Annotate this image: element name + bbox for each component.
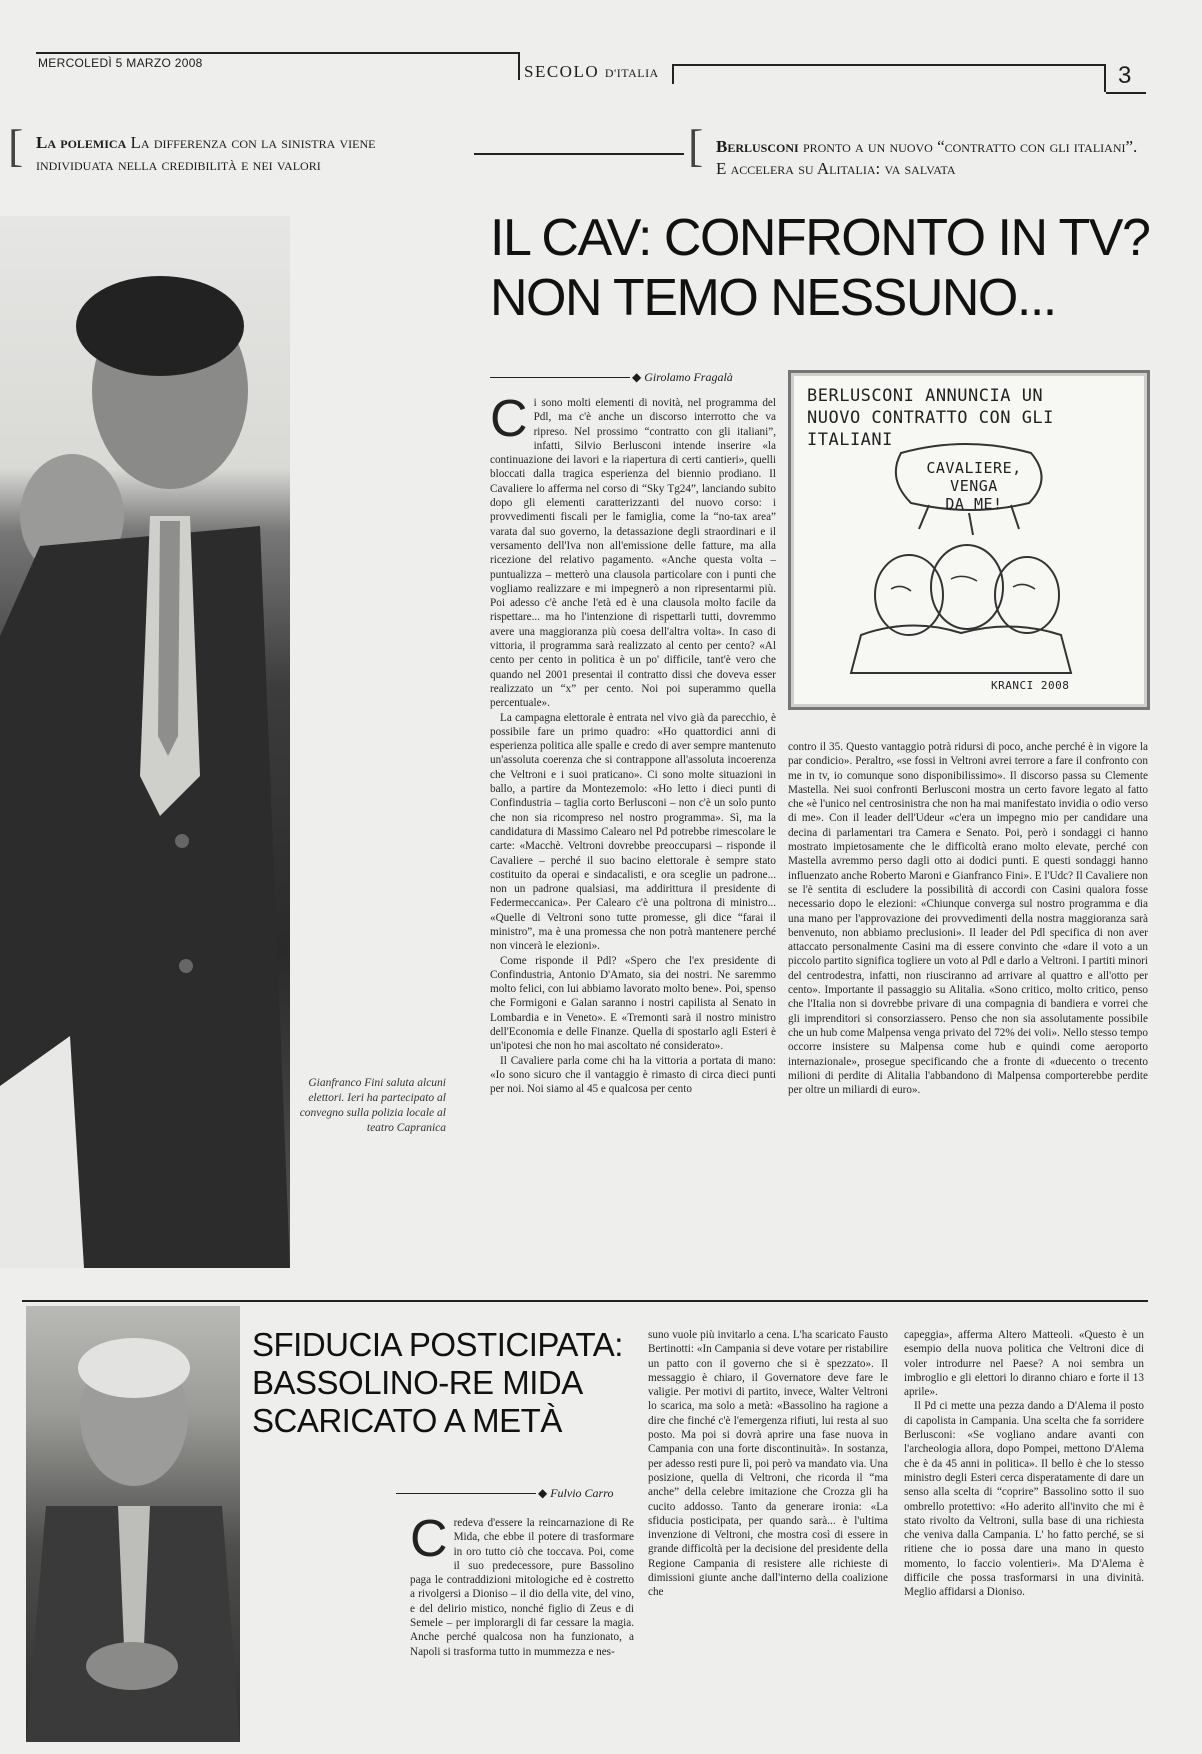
second-dropcap: C (410, 1516, 448, 1568)
kicker-connector-rule (474, 153, 684, 155)
photo-fini-caption: Gianfranco Fini saluta alcuni elettori. Ieri ha partecipato al convegno sulla polizia locale al teatro Capranica (299, 1077, 446, 1134)
issue-date: MERCOLEDÌ 5 MARZO 2008 (38, 56, 203, 70)
photo-fini-figure (0, 216, 290, 1268)
cartoon-drawing (791, 373, 1141, 701)
page-number-underline (1106, 92, 1146, 94)
main-headline: IL CAV: CONFRONTO IN TV? NON TEMO NESSUNO... (490, 209, 1150, 327)
main-byline: ◆ Girolamo Fragalà (632, 370, 733, 384)
header-rule-left (36, 52, 518, 54)
main-article-column-1: C i sono molti elementi di novità, nel programma del Pdl, ma c'è anche un discorso interrotto che va ripreso. Nel prossimo “contratto con gli italiani”, infatti, Silvio Berlusconi intende inserire «la continuazione dei lavori e la riapertura di certi cantieri», quelli bloccati dalla tragica esperienza del biennio prodiano. Il Cavaliere lo afferma nel corso di “Sky Tg24”, lanciando subito dopo gli elementi caratterizzanti del nuovo corso: i provvedimenti fiscali per le famiglia, come la “no-tax area” varata dal suo governo, la detassazione degli straordinari e il versamento dell'Iva non all'emissione delle fatture, ma alla ricezione del relativo pagamento. «Anche questa volta – puntualizza – metterò una clausola particolare con i punti che vogliamo realizzare e mi impegnerò a non ripresentarmi più. Poi adesso c'è anche l'età ed è una clausola molto facile da rispettare... ma ho l'intenzione di rispettarli tutti, dovremmo avere una maggioranza più coesa dell'altra volta». In caso di vittoria, il programma sarà realizzato al cento per cento? «Al cento per cento in politica è un po' difficile, tant'è vero che quando nel 2001 presentai il contratto dissi che doveva esser realizzato un “x” per cento. Noi poi superammo quella percentuale». La campagna elettorale è entrata nel vivo già da parecchio, è possibile fare un primo quadro: «Ho quattordici anni di esperienza politica alle spalle e credo di aver sempre mantenuto un'assoluta coerenza che si contrappone all'assoluta incoerenza che Veltroni e i suoi praticano». Ci sono molte situazioni in ballo, a partire da Montezemolo: «Ho letto i dieci punti di Confindustria – taglia corto Berlusconi – non c'è un solo punto che non sia ricompreso nel nostro programma». Sì, ma la candidatura di Massimo Calearo nel Pd potrebbe rimescolare le carte: «Macchè. Veltroni dovrebbe preoccuparsi – risponde il Cavaliere – perché il suo bacino elettorale è sempre stato costituito da operai e sindacalisti, e ora sceglie un padrone... non un padrone qualsiasi, ma addirittura il presidente di Federmeccanica». Per Calearo c'è una poltrona di ministro... «Quelle di Veltroni sono tutte promesse, gli dice “farai il ministro”, ma è una promessa che non potrà mantenere perché non vincerà le elezioni». Come risponde il Pdl? «Spero che l'ex presidente di Confindustria, Antonio D'Amato, sia dei nostri. Ne saremmo molto felici, con lui abbiamo lavorato molto bene». Poi, spenso che Formigoni e Galan saranno i nostri capilista al Senato in Lombardia e in Veneto». E «Tremonti sarà il nostro ministro dell'Economia e delle Finanze. Quella di spostarlo agli Esteri è un'ipotesi che non ho mai ascoltato né considerato». Il Cavaliere parla come chi ha la vittoria a portata di mano: «Io sono sicuro che il vantaggio è rimasto di circa dieci punti per noi. Noi siamo al 45 e qualcosa per cento (490, 396, 776, 1096)
page-number: 3 (1118, 62, 1132, 89)
header-divider-3 (1104, 64, 1106, 92)
header-rule-right (672, 64, 1104, 66)
second-byline-rule (396, 1493, 536, 1494)
kicker-right: Berlusconi pronto a un nuovo “contratto con gli italiani”. E accelera su Alitalia: va salvata (716, 137, 1138, 178)
photo-bassolino (26, 1306, 240, 1742)
second-article-column-2: suno vuole più invitarlo a cena. L'ha scaricato Fausto Bertinotti: «In Campania si deve votare per ristabilire un patto con il governo che si è spezzato». Il messaggio è chiaro, il Governatore deve fare le valigie. Per motivi di partito, invece, Walter Veltroni lo scarica, ma solo a metà: «Bassolino ha ragione a dire che finché c'è l'emergenza rifiuti, lui resta al suo posto. Ma poi si dovrà aprire una fase nuova in Campania con una forte discontinuità». In sostanza, per adesso resti pure lì, poi però va mandato via. Una posizione, quella di Veltroni, che ricorda il “ma anche” della celebre imitazione che Crozza gli ha cucito addosso. Tanto da generare ironia: «La sfiducia posticipata, per quando sarà... è l'ultima invenzione di Veltroni, che mostra così di essere in grande difficoltà per la decisione del presidente della Regione Campania di resistere alle richieste di dimissioni giunte anche dall'interno della coalizione che (648, 1329, 888, 1599)
photo-bassolino-figure (26, 1306, 240, 1742)
section-divider (22, 1300, 1148, 1302)
byline-rule (490, 377, 630, 378)
publication-name: SECOLO D'ITALIA (524, 62, 659, 81)
kicker-left: La polemica La differenza con la sinistra viene individuata nella credibilità e nei valori (36, 133, 376, 174)
header-divider (518, 52, 520, 80)
cartoon-caption: BERLUSCONI ANNUNCIA UN NUOVO CONTRATTO CON GLI ITALIANI (807, 386, 1054, 450)
kicker-right-bracket: [ (688, 120, 704, 171)
cartoon-box (788, 370, 1150, 710)
cartoon-signature: KRANCI 2008 (991, 679, 1070, 692)
main-article-column-2: contro il 35. Questo vantaggio potrà ridursi di poco, anche perché è in vigore la par condicio». Peraltro, «se fossi in Veltroni avrei terrore a fare il confronto con me in tv, io comunque sono disponibilissimo». Il discorso passa su Clemente Mastella. Nei suoi confronti Berlusconi mostra un certo favore legato al fatto che «è l'unico nel centrosinistra che non ha mai manifestato invidia o odio verso di me». Con il leader dell'Udeur «c'era un impegno mio per candidare una decina di parlamentari tra Camera e Senato. Poi, però i sondaggi ci hanno mostrato impietosamente che le difficoltà erano molto elevate, perché con Mastella avremmo perso dagli otto ai dodici punti. E questi sondaggi hanno influenzato anche Roberto Maroni e Gianfranco Fini». E l'Udc? Il Cavaliere non se l'è sentita di escludere la possibilità di accordi con Casini qualora fosse necessario dopo le elezioni: «Chiunque converga sul nostro programma e dia una mano per l'approvazione dei provvedimenti della nostra maggioranza sarà benvenuto, non abbiamo preclusioni». Il leader del Pdl specifica di non aver attaccato personalmente Casini ma di essere convinto che «dare il voto a un piccolo partito significa togliere un voto al Pdl e darlo a Veltroni. I partiti minori del centrodestra, infatti, non riusciranno ad arrivare al quattro e all'otto per cento». Importante il passaggio su Alitalia. «Sono critico, molto critico, penso che l'Italia non si dovrebbe privare di una compagnia di bandiera e vorrei che gli imprenditori si consorziassero. Penso che non sia assolutamente possibile che un hub come Malpensa venga privato del 72% dei voli». Nello stesso tempo occorre insistere su Malpensa come hub e quindi come aeroporto internazionale», prosegue specificando che a fronte di «duecento o trecento milioni di perdite di Alitalia l'abbandono di Malpensa comporterebbe perdite per oltre un miliardi di euro». (788, 741, 1148, 1097)
second-headline: SFIDUCIA POSTICIPATA: BASSOLINO-RE MIDA SCARICATO A METÀ (252, 1326, 623, 1439)
second-article-column-3: capeggia», afferma Altero Matteoli. «Questo è un esempio della nuova politica che Veltroni dice di voler introdurre nel Paese? A noi sembra un imbroglio e gli elettori lo diranno chiaro e forte il 13 aprile». Il Pd ci mette una pezza dando a D'Alema il posto di capolista in Campania. Una scelta che fa sorridere Berlusconi: «Se vogliano andare avanti con l'archeologia allora, dopo Pompei, mettono D'Alema che è da 45 anni in politica». Il bello è che lo stesso ministro degli Esteri cerca disperatamente di dare un senso alla scelta di “coprire” Bassolino sotto il suo ombrello protettivo: «Ho aderito all'invito che mi è stato rivolto da Veltroni, sulla base di una richiesta che veniva dalla Campania. L' ho fatto perché, se si ritiene che io possa dare una mano in questo momento, lo faccio volentieri». Ma D'Alema è difficile che possa trasformarsi in una divinità. Meglio affidarsi a Dioniso. (904, 1329, 1144, 1599)
second-article-column-1: C redeva d'essere la reincarnazione di Re Mida, che ebbe il potere di trasformare in oro tutto ciò che toccava. Poi, come il suo predecessore, pure Bassolino paga le contraddizioni mitologiche ed è costretto a rivolgersi a Dioniso – il dio della vite, del vino, e del delirio mistico, nonché figlio di Zeus e di Semele – per implorargli di far cessare la magia. Anche perché qualcosa non ha funzionato, a Napoli si trasforma tutto in mummezza e nes- (410, 1516, 634, 1658)
main-dropcap: C (490, 396, 528, 448)
kicker-left-bracket: [ (8, 120, 24, 171)
header-divider-2 (672, 64, 674, 84)
photo-fini (0, 216, 290, 1268)
second-byline: ◆ Fulvio Carro (538, 1486, 614, 1500)
cartoon-speech-bubble: CAVALIERE, VENGA DA ME! (926, 459, 1022, 513)
